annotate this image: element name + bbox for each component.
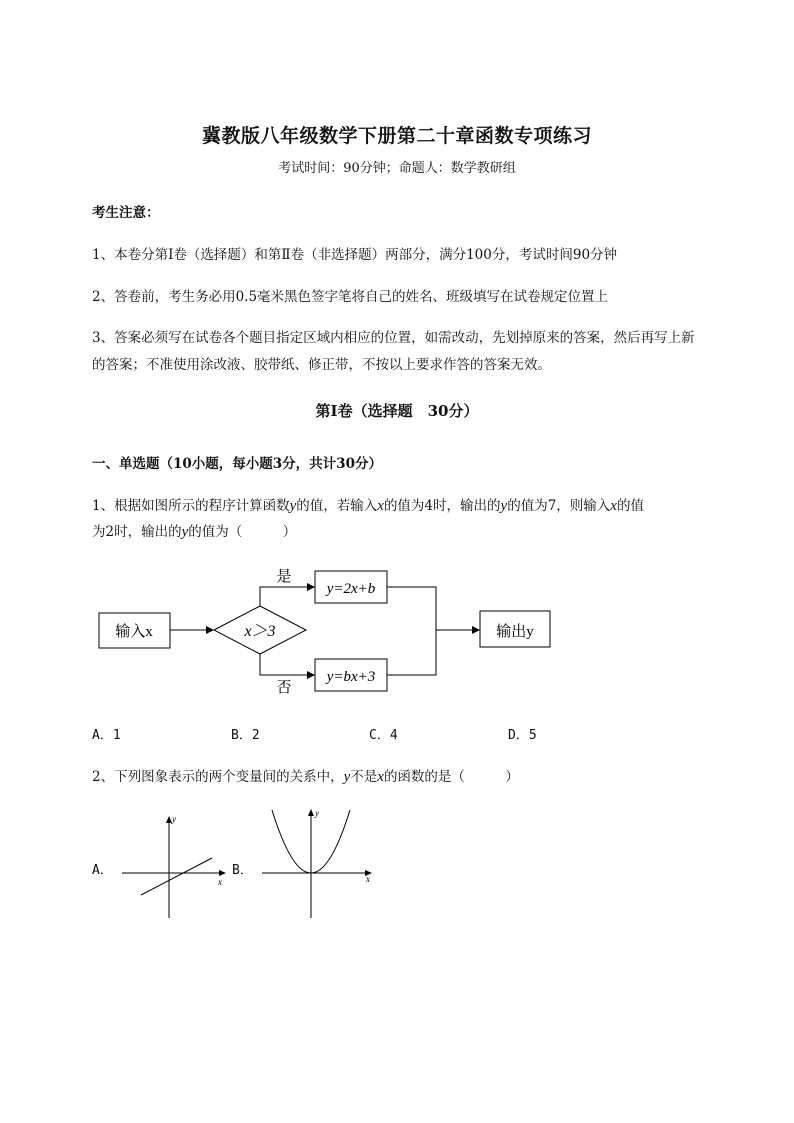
- axis-x-label: x: [366, 874, 370, 884]
- q1-stem-line2: 为2时，输出的y的值为（ ）: [92, 524, 297, 540]
- notice-item-2: 2、答卷前，考生务必用0.5毫米黑色签字笔将自己的姓名、班级填写在试卷规定位置上: [92, 289, 609, 305]
- output-label: 输出y: [496, 624, 534, 640]
- yes-label: 是: [276, 569, 292, 585]
- branch-no-formula: y=bx+3: [326, 669, 376, 685]
- axis-y-label: y: [315, 808, 319, 818]
- q2-graph-b: [258, 804, 376, 920]
- exam-info: 考试时间：90分钟；命题人：数学教研组: [278, 161, 516, 176]
- axis-y-label: y: [172, 814, 176, 824]
- q2-stem: 2、下列图象表示的两个变量间的关系中，y不是x的函数的是（ ）: [92, 769, 519, 785]
- q1-flowchart: [90, 560, 570, 705]
- q1-option-a[interactable]: A．1: [92, 728, 121, 743]
- q1-option-c[interactable]: C．4: [369, 728, 398, 743]
- q1-option-d[interactable]: D．5: [508, 728, 537, 743]
- notice-heading: 考生注意：: [92, 205, 160, 221]
- q2-option-b[interactable]: B．: [232, 863, 253, 878]
- condition-label: x＞3: [244, 623, 276, 640]
- notice-item-3: 3、答案必须写在试卷各个题目指定区域内相应的位置，如需改动，先划掉原来的答案，然后再写上新: [92, 330, 695, 346]
- branch-yes-formula: y=2x+b: [326, 581, 376, 597]
- notice-item-1: 1、本卷分第I卷（选择题）和第Ⅱ卷（非选择题）两部分，满分100分，考试时间90分钟: [92, 247, 618, 263]
- line-graph: [141, 858, 212, 895]
- q1-option-b[interactable]: B．2: [231, 728, 260, 743]
- axis-x-label: x: [218, 877, 222, 887]
- q2-option-a[interactable]: A．: [92, 863, 113, 878]
- q2-graph-a: [118, 812, 230, 920]
- section-title: 第I卷（选择题 30分）: [315, 402, 479, 420]
- notice-item-3-cont: 的答案；不准使用涂改液、胶带纸、修正带，不按以上要求作答的答案无效。: [92, 357, 551, 373]
- no-label: 否: [276, 680, 292, 696]
- q1-stem-line1: 1、根据如图所示的程序计算函数y的值，若输入x的值为4时，输出的y的值为7，则输入x的值: [92, 498, 644, 514]
- part-title: 一、单选题（10小题，每小题3分，共计30分）: [92, 456, 382, 472]
- input-label: 输入x: [115, 624, 153, 640]
- page-title: 冀教版八年级数学下册第二十章函数专项练习: [201, 125, 592, 147]
